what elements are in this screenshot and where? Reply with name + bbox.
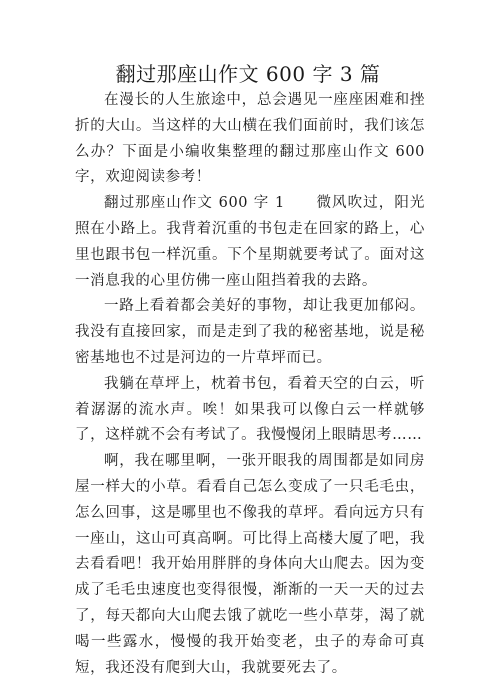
document-title: 翻过那座山作文 600 字 3 篇 [115,62,381,86]
paragraph: 啊，我在哪里啊，一张开眼我的周围都是如同房屋一样大的小草。看看自己怎么变成了一只毛毛虫，怎么回事，这是哪里也不像我的草坪。看向远方只有一座山，这山可真高啊。可比得上高楼大厦了吧，我去看看吧！我开始用胖胖的身体向大山爬去。因为变成了毛毛虫速度也变得很慢，渐渐的一天一天的过去了，每天都向大山爬去饿了就吃一些小草芽，渴了就喝一些露水，慢慢的我开始变老，虫子的寿命可真短，我还没有爬到大山，我就要死去了。 [75,453,425,676]
paragraph: 翻过那座山作文 600 字 1 微风吹过，阳光照在小路上。我背着沉重的书包走在回家的路上，心里也跟书包一样沉重。下个星期就要考试了。面对这一消息我的心里仿佛一座山阻挡着我的去路。 [75,195,425,289]
paragraph: 在漫长的人生旅途中，总会遇见一座座困难和挫折的大山。当这样的大山横在我们面前时，我们该怎么办？下面是小编收集整理的翻过那座山作文 600 字，欢迎阅读参考！ [75,92,425,186]
document-body [75,88,425,681]
paragraph: 一路上看着都会美好的事物，却让我更加郁闷。我没有直接回家，而是走到了我的秘密基地，说是秘密基地也不过是河边的一片草坪而已。 [75,298,425,366]
paragraph: 我躺在草坪上，枕着书包，看着天空的白云，听着潺潺的流水声。唉！如果我可以像白云一样就够了，这样就不会有考试了。我慢慢闭上眼睛思考…… [75,375,425,444]
